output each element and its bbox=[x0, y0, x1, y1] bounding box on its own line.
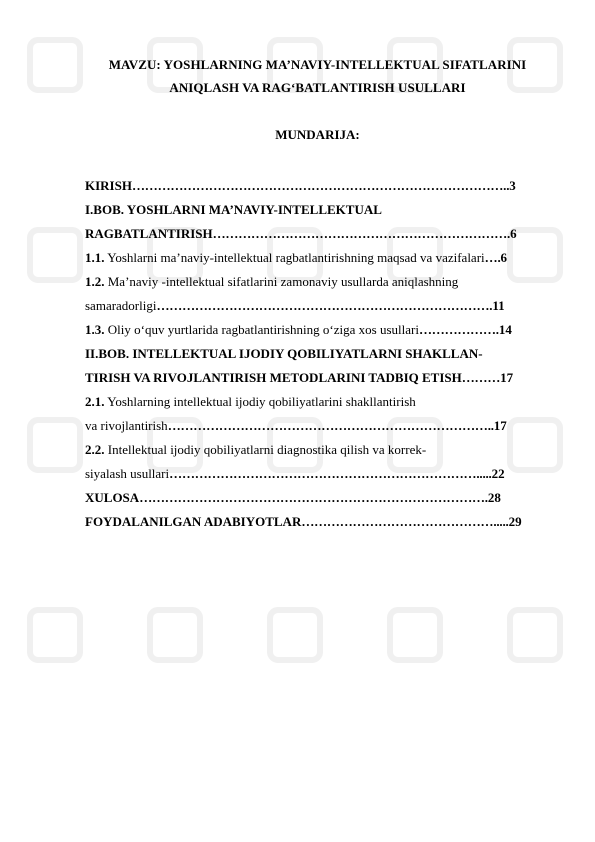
toc-entry-bold: 2.1. bbox=[85, 394, 105, 409]
toc-entry-bold: FOYDALANILGAN ADABIYOTLAR bbox=[85, 514, 302, 529]
toc-entry bbox=[85, 224, 550, 244]
toc-entry-dots: …………………………………………………………………………….. bbox=[131, 178, 510, 193]
toc-entry-text: Yoshlarning intellektual ijodiy qobiliyatlarini shakllantirish bbox=[104, 394, 416, 409]
toc-entry bbox=[85, 272, 550, 292]
toc-entry bbox=[85, 512, 550, 532]
toc-entry-page: 29 bbox=[508, 514, 522, 529]
toc-entry-page: 3 bbox=[509, 178, 516, 193]
toc-entry-bold: RAGBATLANTIRISH bbox=[85, 226, 213, 241]
toc-entry-text: va rivojlantirish bbox=[85, 418, 168, 433]
toc-entry-bold: I.BOB. YOSHLARNI MA’NAVIY-INTELLEKTUAL bbox=[85, 202, 382, 217]
toc-entry-dots: ………………. bbox=[418, 322, 499, 337]
toc-entry-page: 17 bbox=[493, 418, 507, 433]
toc-entry-text: siyalash usullari bbox=[85, 466, 170, 481]
toc-entry-text: Oliy o‘quv yurtlarida ragbatlantirishning o‘ziga xos usullari bbox=[104, 322, 419, 337]
toc-entry-page: 11 bbox=[492, 298, 505, 313]
toc-entry-page: 22 bbox=[491, 466, 505, 481]
toc-entry-page: 6 bbox=[510, 226, 517, 241]
toc-entry bbox=[85, 416, 550, 436]
toc-entry bbox=[85, 368, 550, 388]
toc-entry bbox=[85, 320, 550, 340]
toc-entry bbox=[85, 392, 550, 412]
toc-entry-bold: XULOSA bbox=[85, 490, 140, 505]
toc-entry-bold: 1.1. bbox=[85, 250, 105, 265]
toc-entry-page: 14 bbox=[498, 322, 512, 337]
toc-entry-bold: 1.2. bbox=[85, 274, 105, 289]
toc-entry-dots: ……………………………………………………………. bbox=[212, 226, 511, 241]
toc-entry-bold: 2.2. bbox=[85, 442, 105, 457]
toc-entry-dots: ………………………………………………………………..... bbox=[169, 466, 492, 481]
toc-entry-text: samaradorligi bbox=[85, 298, 157, 313]
toc-entry-dots: ………………………………………………………………………. bbox=[139, 490, 488, 505]
toc-entry-text: Intellektual ijodiy qobiliyatlarni diagnostika qilish va korrek- bbox=[104, 442, 427, 457]
toc-entry-bold: KIRISH bbox=[85, 178, 132, 193]
toc-entry bbox=[85, 248, 550, 268]
document-title-line-2: ANIQLASH VA RAG‘BATLANTIRISH USULLARI bbox=[169, 80, 466, 95]
toc-entry-page: 6 bbox=[500, 250, 508, 265]
toc-entry-dots: ……………………………………………………………………. bbox=[156, 298, 493, 313]
toc-entry-text: Ma’naviy -intellektual sifatlarini zamonaviy usullarda aniqlashning bbox=[104, 274, 459, 289]
toc-entry bbox=[85, 200, 550, 220]
toc-entry-dots: ………………………………………………………………….. bbox=[167, 418, 494, 433]
toc-entry-bold: 1.3. bbox=[85, 322, 105, 337]
toc-entry bbox=[85, 296, 550, 316]
toc-entry bbox=[85, 488, 550, 508]
toc-entry bbox=[85, 440, 550, 460]
toc-entry-page: 17 bbox=[500, 370, 514, 385]
toc-entry-page: 28 bbox=[487, 490, 501, 505]
toc-entry-text: Yoshlarni ma’naviy-intellektual ragbatlantirishning maqsad va vazifalari bbox=[104, 250, 485, 265]
toc-entry bbox=[85, 344, 550, 364]
toc-entry-dots: …. bbox=[484, 250, 501, 265]
contents-heading: MUNDARIJA: bbox=[275, 127, 360, 142]
toc-entry bbox=[85, 464, 550, 484]
toc-entry-dots: ………………………………………..... bbox=[301, 514, 509, 529]
toc-entry bbox=[85, 176, 550, 196]
toc-entry-dots: ……… bbox=[461, 370, 501, 385]
document-title-line-1: MAVZU: YOSHLARNING MA’NAVIY-INTELLEKTUAL SIFATLARINI bbox=[108, 57, 527, 72]
toc-entry-bold: TIRISH VA RIVOJLANTIRISH METODLARINI TADBIQ ETISH bbox=[85, 370, 462, 385]
toc-entry-bold: II.BOB. INTELLEKTUAL IJODIY QOBILIYATLARNI SHAKLLAN- bbox=[85, 346, 483, 361]
